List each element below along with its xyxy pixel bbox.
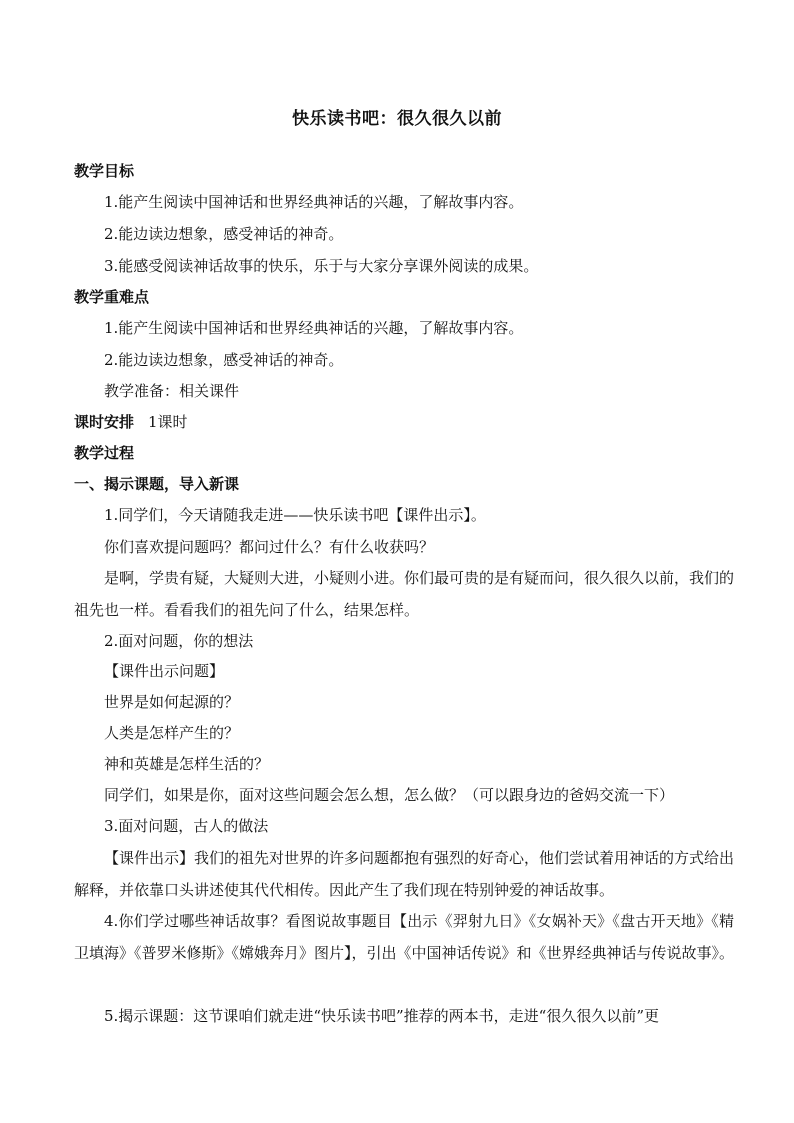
paragraph: 2.面对问题，你的想法 [104,632,254,650]
paragraph: 世界是如何起源的？ [104,693,240,711]
page-title: 快乐读书吧：很久很久以前 [292,109,502,129]
goal-item: 2.能边读边想象，感受神话的神奇。 [104,225,344,243]
paragraph: 人类是怎样产生的？ [104,724,240,742]
paragraph: 4.你们学过哪些神话故事？看图说故事题目【出示《羿射九日》《女娲补天》《盘古开天地》《精卫填海》《普罗米修斯》《嫦娥奔月》图片】，引出《中国神话传说》和《世界经典神话与传说故事》。 [74,912,735,962]
section-heading-goals: 教学目标 [74,162,135,180]
key-point-item: 2.能边读边想象，感受神话的神奇。 [104,351,344,369]
paragraph: 【课件出示问题】 [104,662,225,680]
goal-item: 1.能产生阅读中国神话和世界经典神话的兴趣，了解故事内容。 [104,193,524,211]
paragraph: 1.同学们，今天请随我走进——快乐读书吧【课件出示】。 [104,506,486,524]
schedule-label: 课时安排 [74,413,135,431]
paragraph: 【课件出示】我们的祖先对世界的许多问题都抱有强烈的好奇心，他们尝试着用神话的方式给出解释，并依靠口头讲述使其代代相传。因此产生了我们现在特别钟爱的神话故事。 [74,849,735,899]
teaching-prep: 教学准备：相关课件 [104,382,240,400]
paragraph: 3.面对问题，古人的做法 [104,817,269,835]
part-heading: 一、揭示课题，导入新课 [74,475,240,493]
section-heading-process: 教学过程 [74,444,135,462]
paragraph: 同学们，如果是你，面对这些问题会怎么想，怎么做？（可以跟身边的爸妈交流一下） [104,786,675,804]
paragraph: 是啊，学贵有疑，大疑则大进，小疑则小进。你们最可贵的是有疑而问，很久很久以前，我们的祖先也一样。看看我们的祖先问了什么，结果怎样。 [74,569,735,619]
paragraph: 5.揭示课题：这节课咱们就走进“快乐读书吧”推荐的两本书，走进“很久很久以前”更 [104,1007,659,1025]
paragraph: 神和英雄是怎样生活的？ [104,755,270,773]
key-point-item: 1.能产生阅读中国神话和世界经典神话的兴趣，了解故事内容。 [104,319,524,337]
goal-item: 3.能感受阅读神话故事的快乐，乐于与大家分享课外阅读的成果。 [104,257,539,275]
schedule-row [74,406,734,438]
schedule-value: 1课时 [148,413,188,431]
paragraph: 你们喜欢提问题吗？都问过什么？有什么收获吗？ [104,538,435,556]
section-heading-key-points: 教学重难点 [74,288,150,306]
